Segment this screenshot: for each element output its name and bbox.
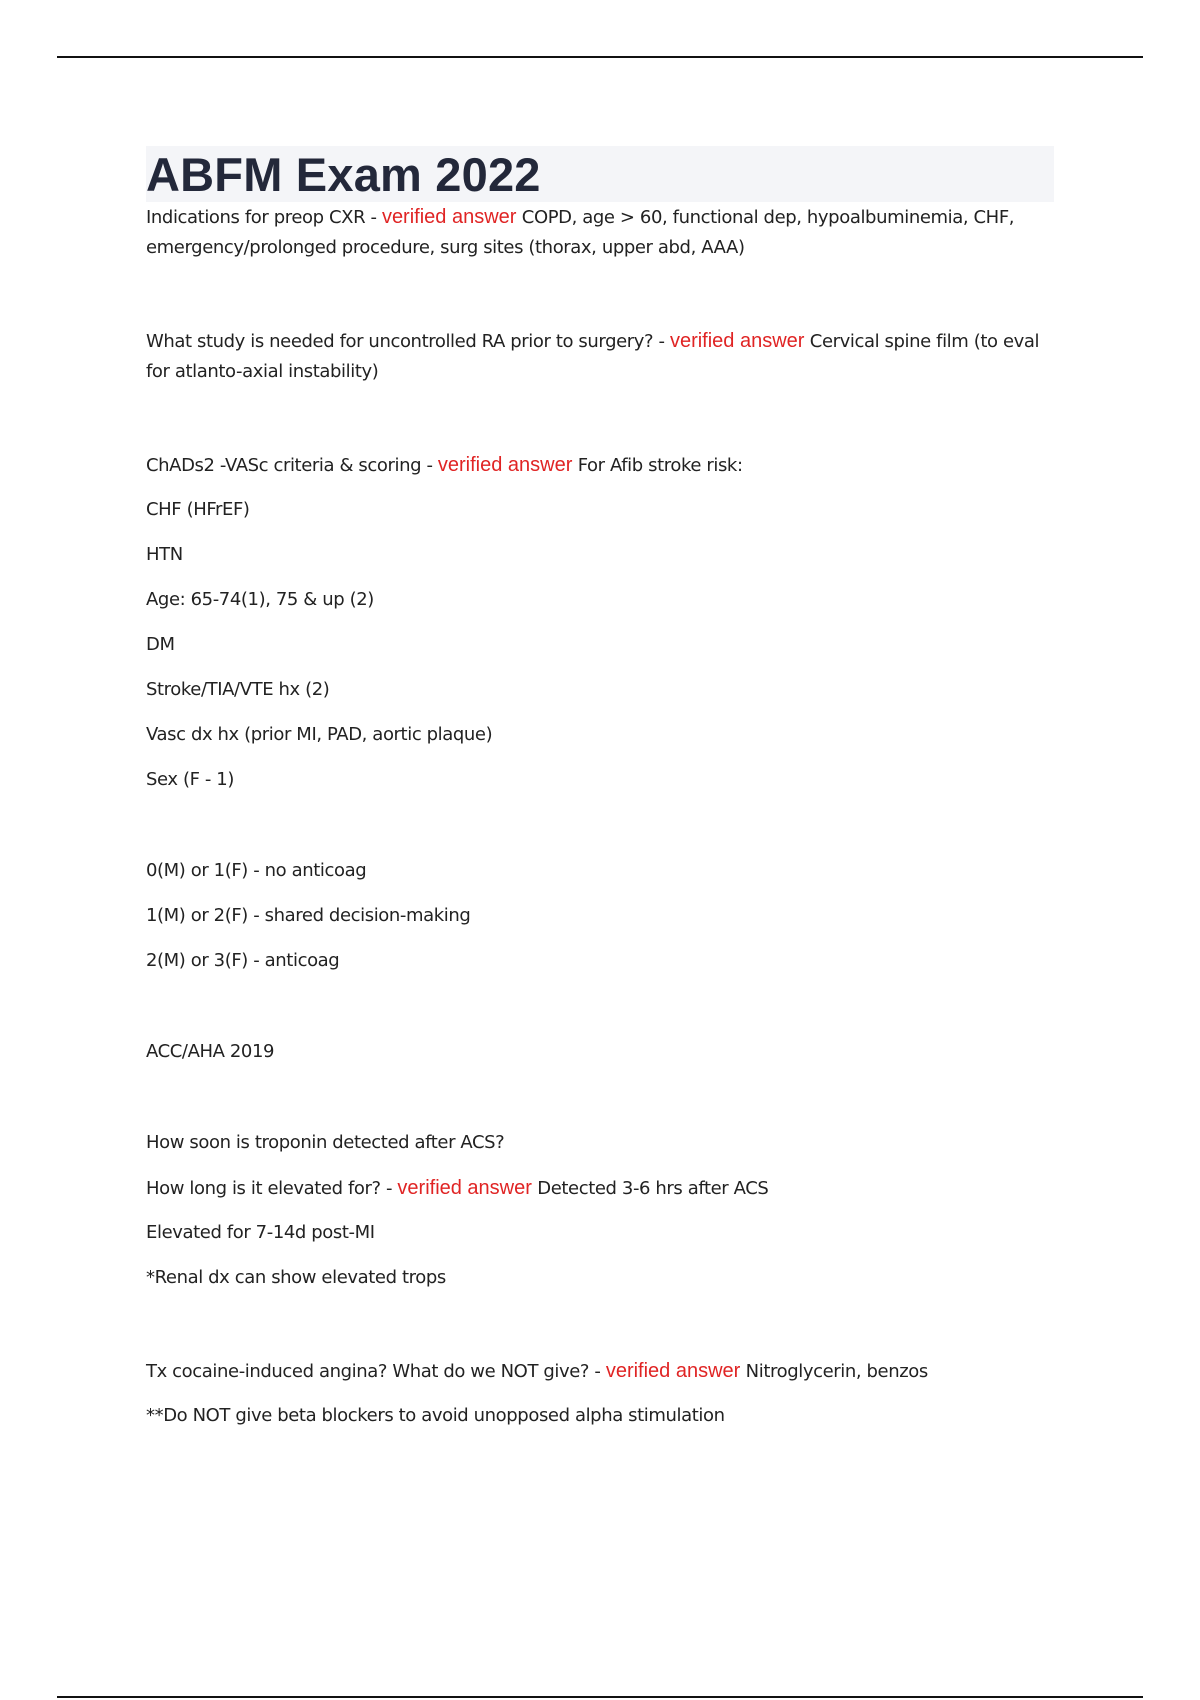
answer-text: For Afib stroke risk:	[572, 455, 743, 476]
qa-item	[146, 450, 1054, 1067]
scoring-line: 0(M) or 1(F) - no anticoag	[146, 860, 367, 881]
top-rule	[57, 56, 1143, 58]
qa-item	[146, 1356, 1054, 1431]
qa-item	[146, 326, 1054, 387]
qa-item	[146, 202, 1054, 263]
answer-text: Cervical spine film (to eval for atlanto-axial instability)	[146, 331, 1040, 382]
verified-answer-label: verified answer	[397, 1177, 532, 1199]
verified-answer-label: verified answer	[437, 454, 573, 476]
document-title: ABFM Exam 2022	[146, 147, 541, 201]
detail-line: **Do NOT give beta blockers to avoid unopposed alpha stimulation	[146, 1405, 725, 1426]
question-line: How soon is troponin detected after ACS?	[146, 1132, 505, 1153]
criteria-line: HTN	[146, 544, 183, 565]
verified-answer-label: verified answer	[669, 330, 805, 352]
criteria-line: Age: 65-74(1), 75 & up (2)	[146, 589, 374, 610]
source-line: ACC/AHA 2019	[146, 1041, 275, 1062]
question-text: Tx cocaine-induced angina? What do we NOT give? -	[146, 1361, 606, 1382]
question-line	[146, 1173, 1054, 1203]
qa-item	[146, 1128, 1054, 1293]
document-body	[146, 146, 1054, 1446]
question-line	[146, 450, 1054, 480]
answer-text: Detected 3-6 hrs after ACS	[531, 1178, 769, 1199]
question-text: Indications for preop CXR -	[146, 207, 382, 228]
title-banner	[146, 146, 1054, 202]
question-line	[146, 1356, 1054, 1386]
question-text: ChADs2 -VASc criteria & scoring -	[146, 455, 438, 476]
answer-text: Nitroglycerin, benzos	[740, 1361, 928, 1382]
criteria-line: Vasc dx hx (prior MI, PAD, aortic plaque)	[146, 724, 493, 745]
verified-answer-label: verified answer	[605, 1360, 741, 1382]
question-text: What study is needed for uncontrolled RA prior to surgery? -	[146, 331, 670, 352]
answer-text: COPD, age > 60, functional dep, hypoalbuminemia, CHF, emergency/prolonged procedure, surg sites (thorax, upper abd, AAA)	[146, 207, 1015, 258]
criteria-line: Sex (F - 1)	[146, 769, 234, 790]
detail-line: *Renal dx can show elevated trops	[146, 1267, 446, 1288]
detail-line: Elevated for 7-14d post-MI	[146, 1222, 375, 1243]
criteria-line: Stroke/TIA/VTE hx (2)	[146, 679, 330, 700]
scoring-line: 2(M) or 3(F) - anticoag	[146, 950, 340, 971]
bottom-rule	[57, 1696, 1143, 1698]
question-text: How long is it elevated for? -	[146, 1178, 398, 1199]
scoring-line: 1(M) or 2(F) - shared decision-making	[146, 905, 471, 926]
verified-answer-label: verified answer	[381, 206, 517, 228]
criteria-line: CHF (HFrEF)	[146, 499, 250, 520]
criteria-line: DM	[146, 634, 175, 655]
